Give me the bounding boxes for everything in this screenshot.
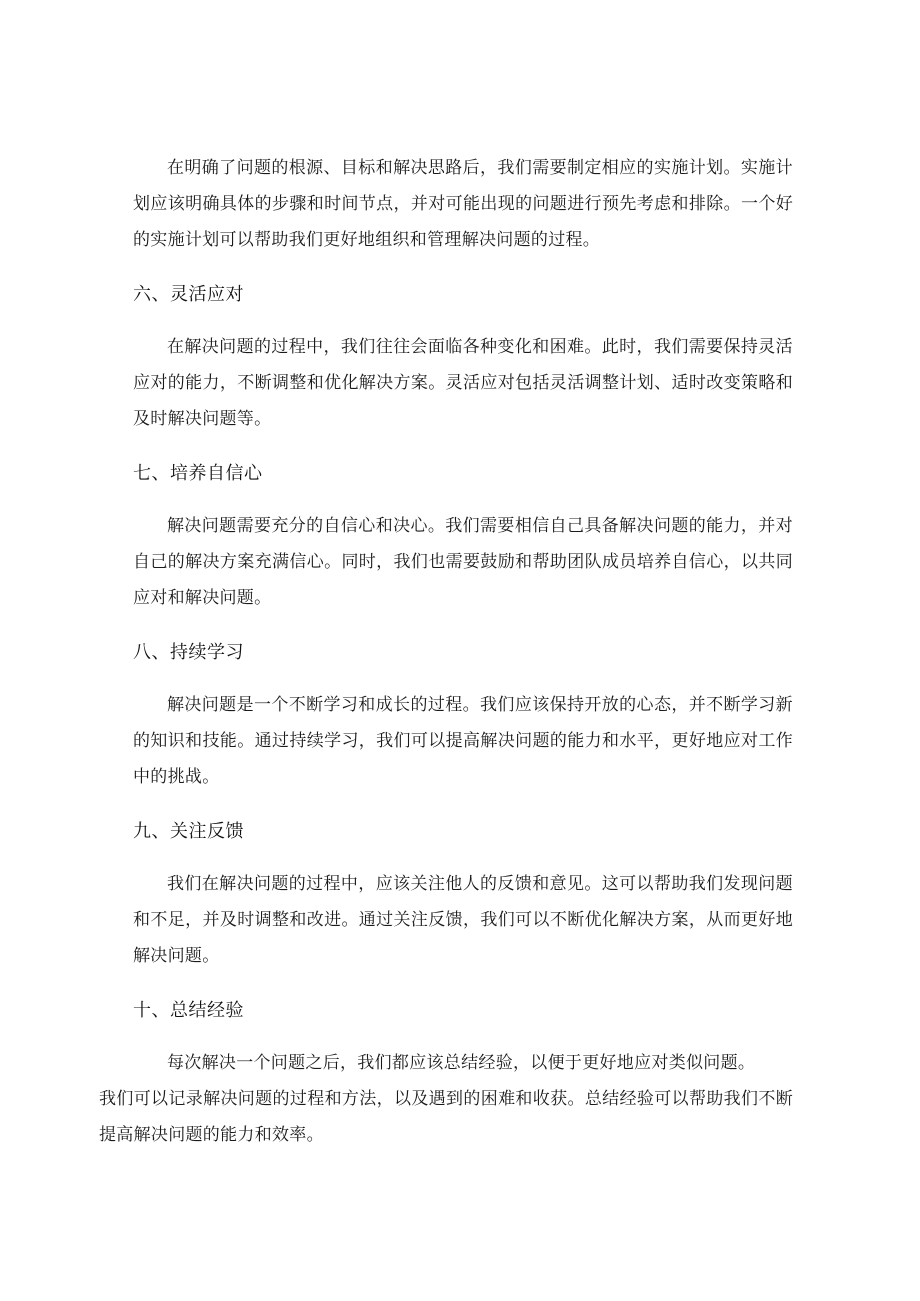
section-heading-attend-feedback: 九、关注反馈 — [133, 821, 244, 842]
section-heading-summarize-experience: 十、总结经验 — [133, 1000, 244, 1021]
document-page — [99, 150, 793, 1153]
section-heading-continuous-learning: 八、持续学习 — [133, 642, 244, 663]
section-heading-build-confidence: 七、培养自信心 — [133, 463, 263, 484]
intro-paragraph: 在明确了问题的根源、目标和解决思路后，我们需要制定相应的实施计划。实施计划应该明确具体的步骤和时间节点，并对可能出现的问题进行预先考虑和排除。一个好的实施计划可以帮助我们更好地组织和管理解决问题的过程。 — [133, 158, 793, 250]
paragraph-line-first: 每次解决一个问题之后，我们都应该总结经验，以便于更好地应对类似问题。 — [167, 1053, 756, 1073]
section-paragraph-flexible-response: 在解决问题的过程中，我们往往会面临各种变化和困难。此时，我们需要保持灵活应对的能力，不断调整和优化解决方案。灵活应对包括灵活调整计划、适时改变策略和及时解决问题等。 — [133, 337, 793, 429]
section-paragraph-summarize-experience — [99, 1045, 793, 1153]
section-paragraph-continuous-learning: 解决问题是一个不断学习和成长的过程。我们应该保持开放的心态，并不断学习新的知识和技能。通过持续学习，我们可以提高解决问题的能力和水平，更好地应对工作中的挑战。 — [133, 695, 793, 787]
section-paragraph-build-confidence: 解决问题需要充分的自信心和决心。我们需要相信自己具备解决问题的能力，并对自己的解决方案充满信心。同时，我们也需要鼓励和帮助团队成员培养自信心，以共同应对和解决问题。 — [133, 516, 793, 608]
section-heading-flexible-response: 六、灵活应对 — [133, 284, 244, 305]
section-paragraph-attend-feedback: 我们在解决问题的过程中，应该关注他人的反馈和意见。这可以帮助我们发现问题和不足，并及时调整和改进。通过关注反馈，我们可以不断优化解决方案，从而更好地解决问题。 — [133, 874, 793, 966]
paragraph-line-rest: 我们可以记录解决问题的过程和方法，以及遇到的困难和收获。总结经验可以帮助我们不断提高解决问题的能力和效率。 — [99, 1089, 793, 1145]
